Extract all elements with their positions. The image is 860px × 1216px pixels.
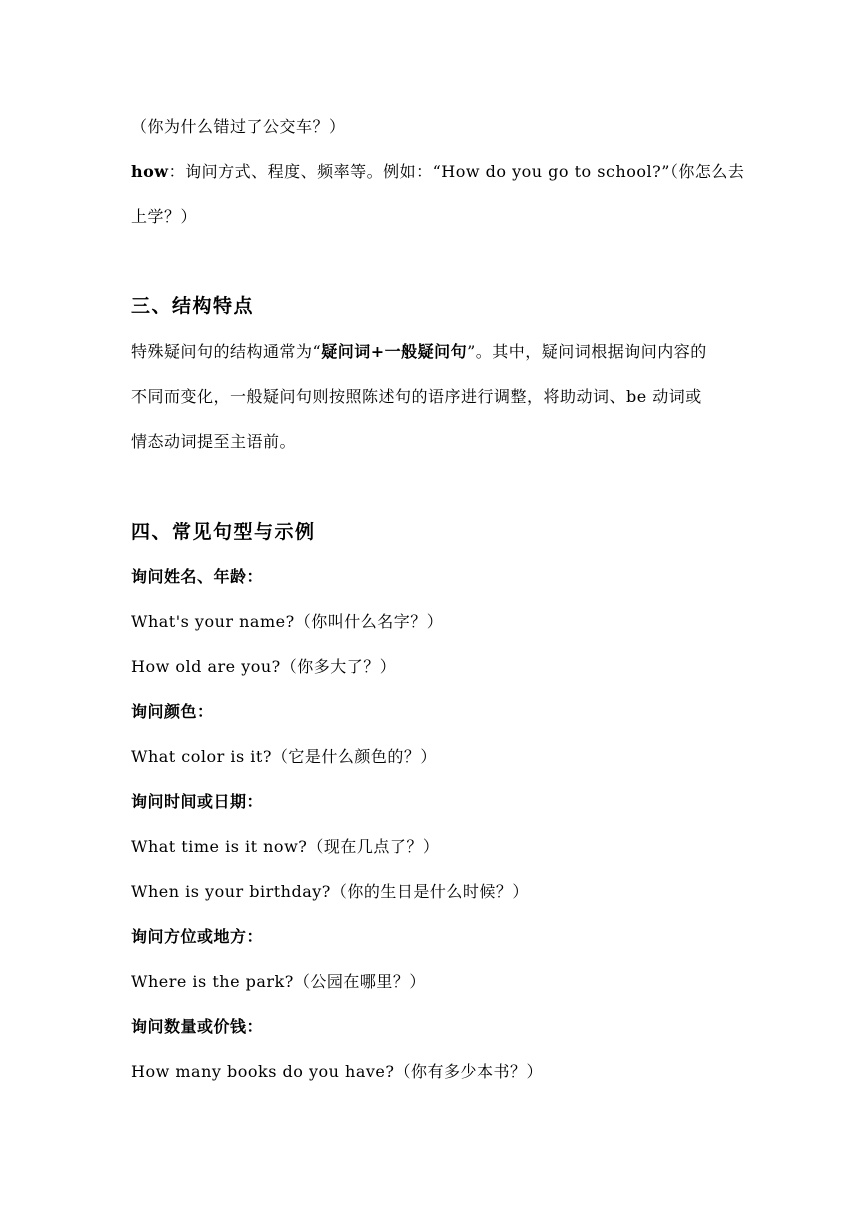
example-line: Where is the park?（公园在哪里？）	[131, 972, 426, 991]
subheading-name-age: 询问姓名、年龄：	[131, 567, 264, 586]
example-line: What color is it?（它是什么颜色的？）	[131, 747, 437, 766]
paragraph-line: （你为什么错过了公交车？）	[131, 117, 346, 136]
subheading-time-date: 询问时间或日期：	[131, 792, 264, 811]
section-heading-patterns: 四、常见句型与示例	[131, 521, 316, 543]
structure-line-3: 情态动词提至主语前。	[131, 432, 297, 451]
example-line: How many books do you have?（你有多少本书？）	[131, 1062, 543, 1081]
example-line: When is your birthday?（你的生日是什么时候？）	[131, 882, 529, 901]
how-definition-line	[131, 160, 745, 184]
structure-formula: 疑问词+一般疑问句	[321, 342, 468, 361]
example-line: What's your name?（你叫什么名字？）	[131, 612, 444, 631]
example-line: What time is it now?（现在几点了？）	[131, 837, 440, 856]
how-definition-text: ：询问方式、程度、频率等。例如：“How do you go to school?”（你怎么去	[168, 162, 745, 181]
text-span: 特殊疑问句的结构通常为“	[131, 342, 322, 361]
text-span: ”。其中，疑问词根据询问内容的	[467, 342, 707, 361]
section-heading-structure: 三、结构特点	[131, 295, 255, 317]
term-how: how	[131, 162, 169, 181]
subheading-color: 询问颜色：	[131, 702, 214, 721]
structure-line-1	[131, 340, 731, 364]
subheading-quantity-price: 询问数量或价钱：	[131, 1017, 264, 1036]
example-line: How old are you?（你多大了？）	[131, 657, 397, 676]
paragraph-line: 上学？）	[131, 207, 198, 226]
subheading-place: 询问方位或地方：	[131, 927, 264, 946]
structure-line-2: 不同而变化，一般疑问句则按照陈述句的语序进行调整，将助动词、be 动词或	[131, 387, 702, 406]
